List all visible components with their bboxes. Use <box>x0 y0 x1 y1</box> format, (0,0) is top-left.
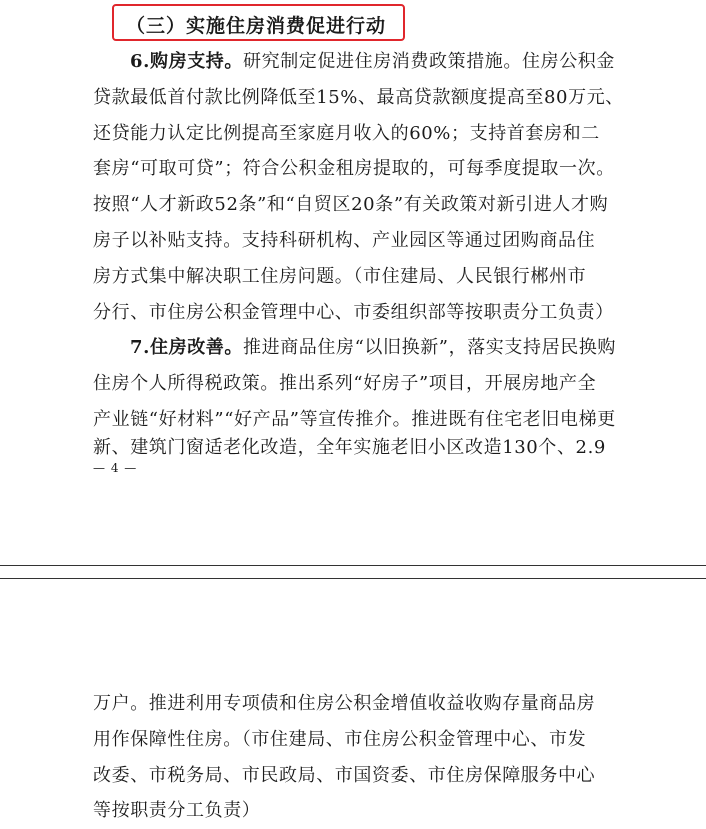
paragraph-6-lead: 6.购房支持。 <box>130 51 243 72</box>
paragraph-6-line: 分行、市住房公积金管理中心、市委组织部等按职责分工负责） <box>93 302 614 323</box>
paragraph-6-line: 套房“可取可贷”；符合公积金租房提取的，可每季度提取一次。 <box>93 158 615 179</box>
paragraph-6-first-line <box>130 51 620 73</box>
paragraph-6-line: 还贷能力认定比例提高至家庭月收入的60%；支持首套房和二 <box>93 123 600 144</box>
page-number: — 4 — <box>93 461 138 475</box>
paragraph-6-line: 按照“人才新政52条”和“自贸区20条”有关政策对新引进人才购 <box>93 194 609 215</box>
paragraph-6-first-text: 研究制定促进住房消费政策措施。住房公积金 <box>243 51 615 72</box>
continuation-line: 等按职责分工负责） <box>93 800 261 821</box>
continuation-line: 万户。推进利用专项债和住房公积金增值收益收购存量商品房 <box>93 693 596 714</box>
paragraph-7-first-line <box>130 337 620 359</box>
paragraph-6-line: 贷款最低首付款比例降低至15%、最高贷款额度提高至80万元、 <box>93 87 624 108</box>
paragraph-7-lead: 7.住房改善。 <box>130 337 243 358</box>
paragraph-7-line: 新、建筑门窗适老化改造，全年实施老旧小区改造130个、2.9 <box>93 437 606 458</box>
paragraph-6-line: 房方式集中解决职工住房问题。（市住建局、人民银行郴州市 <box>93 266 587 287</box>
section-heading-highlight-box <box>112 4 405 41</box>
paragraph-7-line: 产业链“好材料”“好产品”等宣传推介。推进既有住宅老旧电梯更 <box>93 409 616 430</box>
paragraph-7-first-text: 推进商品住房“以旧换新”，落实支持居民换购 <box>243 337 617 358</box>
continuation-line: 改委、市税务局、市民政局、市国资委、市住房保障服务中心 <box>93 765 596 786</box>
document-page-5 <box>0 578 706 829</box>
paragraph-7-line: 住房个人所得税政策。推出系列“好房子”项目，开展房地产全 <box>93 373 597 394</box>
page-break-line-top <box>0 565 706 566</box>
continuation-line: 用作保障性住房。（市住建局、市住房公积金管理中心、市发 <box>93 729 587 750</box>
paragraph-6-line: 房子以补贴支持。支持科研机构、产业园区等通过团购商品住 <box>93 230 596 251</box>
section-heading-text: （三）实施住房消费促进行动 <box>126 15 387 37</box>
